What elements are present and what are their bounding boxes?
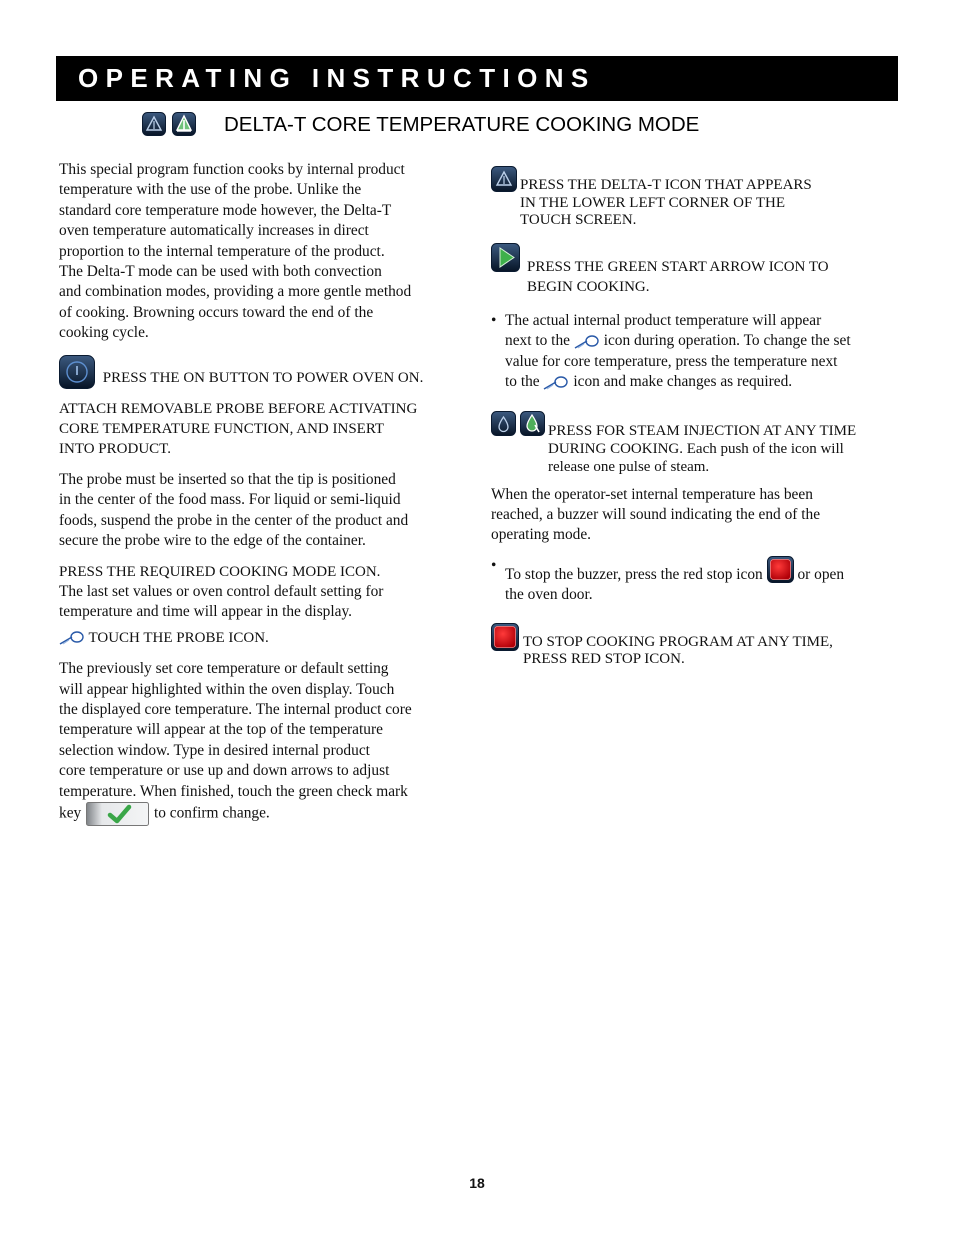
delta-t-combination-icon (172, 112, 196, 136)
start-instruction: PRESS THE GREEN START ARROW ICON TO BEGIN COOKING. (491, 241, 896, 303)
power-on-instruction: PRESS THE ON BUTTON TO POWER OVEN ON. (59, 355, 464, 389)
delta-t-icon (142, 112, 166, 136)
probe-icon (543, 375, 569, 391)
buzzer-paragraph: When the operator-set internal temperature has been reached, a buzzer will sound indicating the end of the operating mode. (491, 485, 821, 544)
start-arrow-icon (491, 243, 520, 272)
temperature-bullet: • The actual internal product temperature will appear next to the icon during operation. To change the set value for core temperature, press the temperature next to the icon and make changes as required. (491, 312, 851, 391)
left-column (59, 160, 464, 826)
core-temperature-paragraph: The previously set core temperature or default setting will appear highlighted within the oven display. Touch the displayed core temperature. The internal product core temperature will appear at the top of the temperature selection window. Type in desired internal product core temperature or use up and down arrows to adjust temperature. When finished, touch the green check mark key to confirm change. (59, 659, 464, 826)
stop-icon (491, 623, 519, 651)
probe-icon (59, 630, 85, 646)
section-header (142, 112, 842, 140)
probe-icon (574, 334, 600, 350)
stop-program-instruction: TO STOP COOKING PROGRAM AT ANY TIME, PRESS RED STOP ICON. (491, 623, 896, 671)
steam-combination-icon (520, 411, 545, 436)
attach-probe-instruction: ATTACH REMOVABLE PROBE BEFORE ACTIVATING CORE TEMPERATURE FUNCTION, AND INSERT INTO PRODUCT. (59, 400, 418, 458)
touch-probe-instruction: TOUCH THE PROBE ICON. (59, 628, 464, 648)
delta-t-instruction: PRESS THE DELTA-T ICON THAT APPEARS IN THE LOWER LEFT CORNER OF THE TOUCH SCREEN. (491, 166, 896, 230)
stop-icon (767, 556, 794, 583)
right-column (491, 166, 896, 671)
section-title: DELTA-T CORE TEMPERATURE COOKING MODE (224, 113, 700, 136)
delta-t-icon (491, 166, 517, 192)
steam-injection-icon (491, 411, 516, 436)
page-title: OPERATING INSTRUCTIONS (78, 63, 596, 93)
steam-instruction: PRESS FOR STEAM INJECTION AT ANY TIME DURING COOKING. Each push of the icon will release one pulse of steam. (491, 411, 896, 477)
probe-insertion-paragraph: The probe must be inserted so that the tip is positioned in the center of the food mass. For liquid or semi-liquid foods, suspend the probe in the center of the product and secure the probe wire to the edge of the container. (59, 470, 409, 550)
intro-paragraph: This special program function cooks by internal product temperature with the use of the probe. Unlike the standard core temperature mode however, the Delta-T oven temperature automatically increases in direct proportion to the internal temperature of the product. The Delta-T mode can be used with both convection and combination modes, providing a more gentle method of cooking. Browning occurs toward the end of the cooking cycle. (59, 161, 412, 342)
page-number: 18 (469, 1175, 485, 1191)
stop-buzzer-bullet: • To stop the buzzer, press the red stop icon or open the oven door. (491, 556, 845, 604)
cooking-mode-instruction: PRESS THE REQUIRED COOKING MODE ICON. The last set values or oven control default setting for temperature and time will appear in the display. (59, 563, 384, 621)
power-icon (59, 355, 95, 389)
header-banner (56, 56, 898, 101)
check-mark-key-icon (86, 802, 149, 826)
